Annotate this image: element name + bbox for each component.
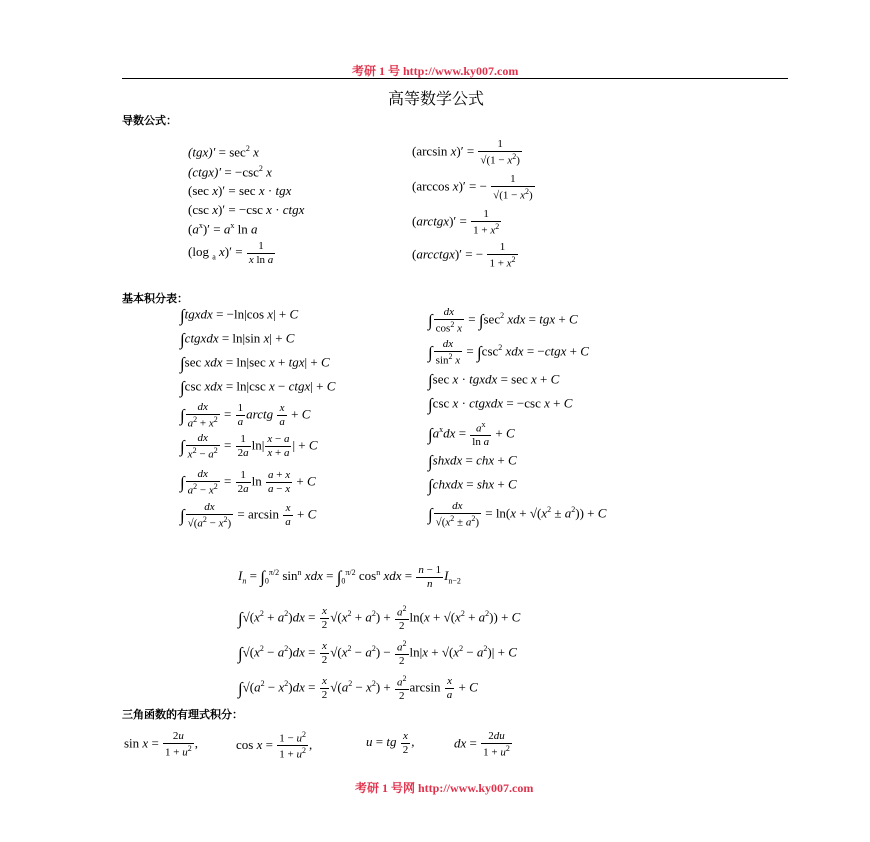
formula-i4: ∫csc xdx = ln|csc x − ctgx| + C (180, 378, 336, 397)
formula-i14: ∫shxdx = chx + C (428, 452, 517, 471)
formula-i10: ∫ $\frac{dx}{\sin^2 x}$ = $\int\csc^2$ xdx = −ctgx + C (428, 338, 589, 367)
formula-i11: ∫sec x · tgxdx = sec x + C (428, 371, 560, 390)
formula-b1: $I_n = \int_0^{\pi/2}$ $\sin^n$ xdx = $\int_0^{\pi/2}$ $\cos^n$ xdx = $\frac{n - 1}{n}$ $I_{n-2}$ (238, 564, 461, 590)
formula-t4: dx = $\frac{2du}{1 + u^2}$ (454, 730, 510, 759)
section-trig-rational: 三角函数的有理式积分： (122, 708, 243, 721)
formula-t2: cos x = $\frac{1 - u^2}{1 + u^2}$ , (236, 730, 313, 761)
formula-d8: (arccos x)′ = − $\frac{1}{√(1 - x^2)}$ (412, 173, 533, 202)
formula-i5: ∫ $\frac{dx}{a^2 + x^2}$ = $\frac{1}{a}$ arctg $\frac{x}{a}$ + C (180, 401, 311, 430)
formula-d1: $(tgx)' = \sec^2 x$ (188, 144, 259, 160)
formula-b4: $\int√(a^2 - x^2)dx$ = $\frac{x}{2}$ $√(a^2 - x^2)$ + $\frac{a^2}{2}$ arcsin $\frac{x}{a}$ + C (238, 674, 478, 703)
formula-b3: $\int√(x^2 - a^2)dx$ = $\frac{x}{2}$ $√(x^2 - a^2)$ − $\frac{a^2}{2}$ $\ln|x + √(x^2 - a^2)| + C$ (238, 639, 517, 668)
formula-d9: (arctgx)′ = $\frac{1}{1 + x^2}$ (412, 208, 500, 237)
formula-d4: (csc x)′ = −csc x · ctgx (188, 202, 305, 217)
formula-i6: ∫ $\frac{dx}{x^2 - a^2}$ = $\frac{1}{2a}$ ln| $\frac{x - a}{x + a}$ | + C (180, 432, 318, 461)
formula-t3: u = tg $\frac{x}{2}$ , (366, 730, 415, 756)
header-watermark: 考研 1 号 http://www.ky007.com (352, 64, 519, 78)
section-integrals: 基本积分表： (122, 292, 188, 305)
formula-d2: (ctgx)′ = $-\csc^2$ x (188, 164, 272, 180)
formula-i1: ∫tgxdx = −ln|cos x| + C (180, 306, 299, 325)
formula-d5: $(a^x)' = a^x$ ln a (188, 221, 258, 237)
section-derivatives: 导数公式： (122, 114, 177, 127)
formula-d3: (sec x)′ = sec x · tgx (188, 183, 292, 198)
page-title: 高等数学公式 (388, 89, 485, 108)
formula-i8: ∫ $\frac{dx}{√(a^2 - x^2)}$ = arcsin $\frac{x}{a}$ + C (180, 501, 317, 530)
formula-i7: ∫ $\frac{dx}{a^2 - x^2}$ = $\frac{1}{2a}$ ln $\frac{a + x}{a - x}$ + C (180, 468, 316, 497)
formula-d6: (log $_a$ x)′ = $\frac{1}{\text{x ln a}}$ (188, 240, 274, 266)
formula-i2: ∫ctgxdx = ln|sin x| + C (180, 330, 295, 349)
formula-i15: ∫chxdx = shx + C (428, 476, 517, 495)
formula-i9: ∫ $\frac{dx}{\cos^2 x}$ = $\int\sec^2$ xdx = tgx + C (428, 306, 578, 335)
formula-i13: $\int a^xdx$ = $\frac{a^x}{\text{ln a}}$ + C (428, 420, 515, 449)
formula-d7: (arcsin x)′ = $\frac{1}{√(1 - x^2)}$ (412, 138, 520, 167)
formula-b2: $\int√(x^2 + a^2)dx$ = $\frac{x}{2}$ $√(x^2 + a^2)$ + $\frac{a^2}{2}$ $\ln(x + √(x^2 + a^2)) + C$ (238, 604, 521, 633)
formula-d10: (arcctgx)′ = − $\frac{1}{1 + x^2}$ (412, 241, 516, 270)
header-rule (122, 78, 788, 79)
formula-i12: ∫csc x · ctgxdx = −csc x + C (428, 395, 573, 414)
formula-i16: ∫ $\frac{dx}{√(x^2 \pm a^2)}$ = $\ln(x + √(x^2 \pm a^2)) + C$ (428, 500, 607, 529)
formula-i3: ∫sec xdx = ln|sec x + tgx| + C (180, 354, 330, 373)
footer-watermark: 考研 1 号网 http://www.ky007.com (355, 781, 534, 795)
formula-t1: sin x = $\frac{2u}{1 + u^2}$ , (124, 730, 199, 759)
